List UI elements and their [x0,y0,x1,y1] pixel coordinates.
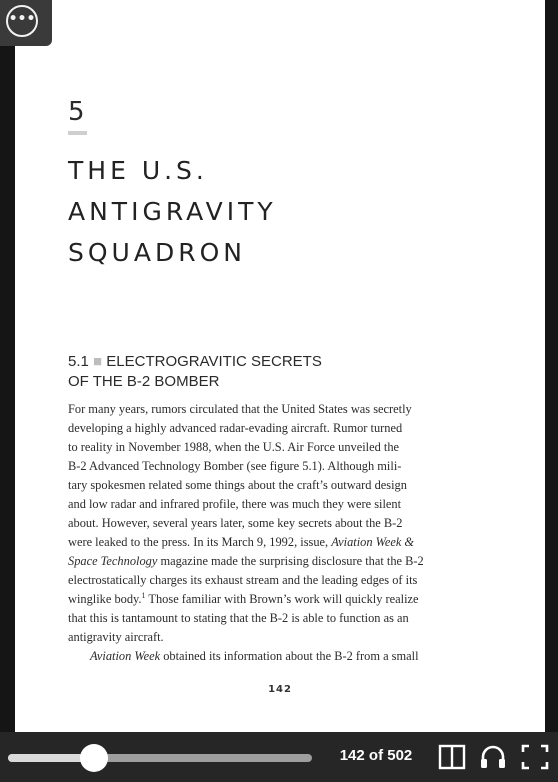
italic-title: Space Technology [68,554,158,568]
text-line: tary spokesmen related some things about the craft’s outward design [68,478,407,492]
section-title-line: ELECTROGRAVITIC SECRETS [106,353,322,370]
body-text [68,400,488,666]
more-options-button[interactable] [0,0,52,46]
text-line: that this is tantamount to stating that the B-2 is able to function as an [68,611,409,625]
page-indicator: 142 of 502 [339,747,413,764]
chapter-title [68,150,277,273]
reader-bottom-bar [0,732,558,782]
right-margin [545,0,558,732]
text-line: For many years, rumors circulated that the United States was secretly [68,402,412,416]
chapter-title-line: ANTIGRAVITY [68,197,277,226]
text-line: B-2 Advanced Technology Bomber (see figure 5.1). Although mili- [68,459,402,473]
book-layout-icon[interactable] [437,742,467,772]
page-number: 142 [268,684,292,695]
more-horizontal-icon: ••• [6,5,38,37]
section-number: 5.1 [68,353,89,370]
section-heading [68,352,488,392]
section-separator: ■ [93,353,103,370]
left-margin [0,0,15,732]
chapter-title-line: THE U.S. [68,156,208,185]
page-progress-slider[interactable] [8,754,312,762]
footnote-marker[interactable]: 1 [141,591,146,600]
section-title-line: OF THE B-2 BOMBER [68,373,220,390]
fullscreen-icon[interactable] [520,742,550,772]
text-line: electrostatically charges its exhaust stream and the leading edges of its [68,573,418,587]
headphones-icon[interactable] [478,742,508,772]
italic-title: Aviation Week & [331,535,415,549]
text-line: Space Technology magazine made the surprising disclosure that the B-2 [68,554,424,568]
text-line: and low radar and infrared profile, there was much they were silent [68,497,402,511]
text-line: antigravity aircraft. [68,630,164,644]
text-line: to reality in November 1988, when the U.S. Air Force unveiled the [68,440,400,454]
chapter-rule [68,131,87,135]
text-line: were leaked to the press. In its March 9, 1992, issue, Aviation Week & [68,535,415,549]
text-line: about. However, several years later, some key secrets about the B-2 [68,516,403,530]
italic-title: Aviation Week [90,649,161,663]
chapter-title-line: SQUADRON [68,238,246,267]
text-line: Aviation Week obtained its information about the B-2 from a small [90,649,419,663]
chapter-number: 5 [68,97,85,127]
slider-thumb[interactable] [80,744,108,772]
text-line: winglike body.$^1$ Those familiar with Brown’s work will quickly realize [68,591,419,606]
text-line: developing a highly advanced radar-evading aircraft. Rumor turned [68,421,403,435]
